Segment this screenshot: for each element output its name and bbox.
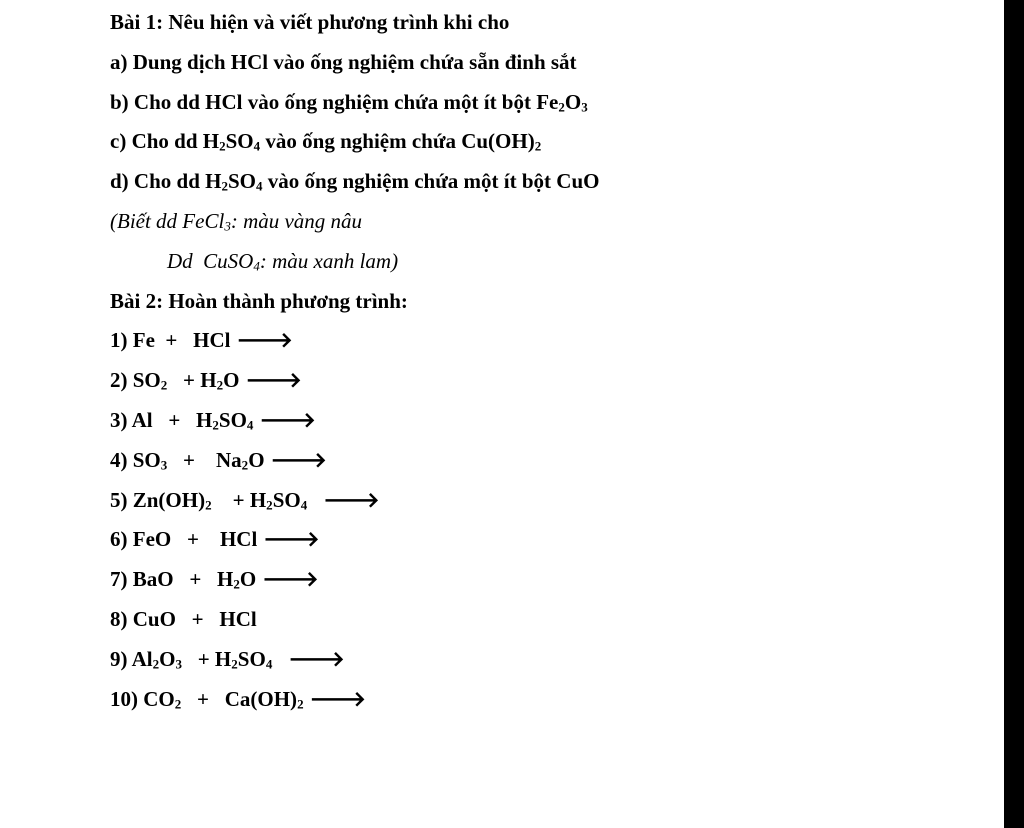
formula-part: SO — [225, 129, 254, 154]
subscript: 2 — [152, 656, 160, 672]
arrow-right-icon: 🡒 — [263, 527, 320, 552]
subscript: 4 — [256, 178, 263, 194]
subscript: 2 — [221, 178, 228, 194]
equation-text: 8) CuO + HCl — [110, 606, 257, 631]
equation-text: 7) BaO + H — [110, 567, 234, 592]
exercise1-item-c — [110, 125, 990, 165]
equation-text: SO — [218, 407, 247, 432]
equation-text: 4) SO — [110, 447, 161, 472]
item-c-text: c) Cho dd H — [110, 129, 220, 154]
equation-3 — [110, 404, 990, 444]
subscript: 2 — [216, 377, 224, 393]
equation-10 — [110, 683, 990, 723]
equation-text: 10) CO — [110, 686, 175, 711]
subscript: 4 — [300, 496, 308, 512]
note-fecl3-tail: : màu vàng nâu — [230, 208, 363, 233]
equation-9 — [110, 643, 990, 683]
exercise2-title-text: Bài 2: Hoàn thành phương trình: — [110, 288, 408, 313]
equation-text: + H — [211, 487, 267, 512]
item-c-text-tail: vào ống nghiệm chứa Cu(OH) — [260, 129, 535, 154]
exercise2-title — [110, 285, 990, 325]
exercise1-item-a — [110, 46, 990, 86]
subscript: 2 — [558, 98, 565, 114]
equation-4 — [110, 444, 990, 484]
subscript: 4 — [265, 656, 273, 672]
equation-text: SO — [272, 487, 301, 512]
item-d-text: d) Cho dd H — [110, 169, 222, 194]
subscript: 3 — [581, 98, 588, 114]
subscript: 4 — [246, 417, 254, 433]
right-edge-bar — [1004, 0, 1024, 828]
equation-6 — [110, 523, 990, 563]
equation-text: O — [223, 368, 240, 393]
arrow-right-icon: 🡒 — [323, 487, 380, 512]
item-a-text: a) Dung dịch HCl vào ống nghiệm chứa sẵn đinh sắt — [110, 49, 577, 74]
subscript: 2 — [233, 576, 240, 592]
note-fecl3-text: (Biết dd FeCl — [110, 208, 225, 233]
formula-part: O — [564, 89, 582, 114]
arrow-right-icon: 🡒 — [309, 686, 366, 711]
equation-text: 2) SO — [110, 368, 161, 393]
note-cuso4 — [110, 245, 990, 285]
equation-text: O — [239, 567, 257, 592]
subscript: 2 — [297, 695, 304, 711]
arrow-right-icon: 🡒 — [245, 368, 302, 393]
arrow-right-icon: 🡒 — [270, 447, 327, 472]
arrow-right-icon: 🡒 — [288, 646, 345, 671]
formula-part: SO — [227, 169, 256, 194]
equation-5 — [110, 484, 990, 524]
equation-text: SO — [237, 646, 266, 671]
equation-text: 3) Al + H — [110, 407, 213, 432]
subscript: 4 — [253, 258, 260, 274]
subscript: 4 — [253, 138, 261, 154]
item-b-text: b) Cho dd HCl vào ống nghiệm chứa một ít bột Fe — [110, 89, 559, 114]
subscript: 2 — [219, 138, 226, 154]
equation-text: + Ca(OH) — [181, 686, 298, 711]
equation-7 — [110, 563, 990, 603]
exercise1-item-d — [110, 165, 990, 205]
equation-8 — [110, 603, 990, 643]
exercise1-title-text: Bài 1: Nêu hiện và viết phương trình khi cho — [110, 10, 510, 34]
exercise-content — [110, 6, 990, 722]
note-fecl3 — [110, 205, 990, 245]
subscript: 2 — [266, 496, 273, 512]
subscript: 2 — [174, 695, 182, 711]
subscript: 2 — [241, 457, 249, 473]
equation-text: 9) Al — [110, 646, 153, 671]
subscript: 3 — [160, 457, 168, 473]
equation-text: 6) FeO + HCl — [110, 527, 258, 552]
equation-text: + H — [181, 646, 232, 671]
arrow-right-icon: 🡒 — [236, 328, 293, 353]
equation-text: 1) Fe + HCl — [110, 328, 231, 353]
equation-text: O — [159, 646, 176, 671]
equation-text: + H — [167, 368, 217, 393]
subscript: 2 — [205, 496, 212, 512]
subscript: 2 — [534, 138, 542, 154]
equation-2 — [110, 364, 990, 404]
equation-text: + Na — [167, 447, 242, 472]
exercise1-title — [110, 6, 990, 46]
arrow-right-icon: 🡒 — [259, 407, 316, 432]
equation-1 — [110, 324, 990, 364]
subscript: 2 — [231, 656, 238, 672]
subscript: 3 — [175, 656, 182, 672]
arrow-right-icon: 🡒 — [262, 567, 319, 592]
subscript: 2 — [212, 417, 219, 433]
subscript: 2 — [160, 377, 168, 393]
note-cuso4-tail: : màu xanh lam) — [259, 248, 399, 273]
item-d-text-tail: vào ống nghiệm chứa một ít bột CuO — [262, 169, 600, 194]
exercise1-item-b — [110, 86, 990, 126]
equation-text: 5) Zn(OH) — [110, 487, 206, 512]
subscript: 3 — [224, 218, 231, 234]
note-cuso4-text: Dd CuSO — [167, 248, 254, 273]
equation-text: O — [248, 447, 265, 472]
